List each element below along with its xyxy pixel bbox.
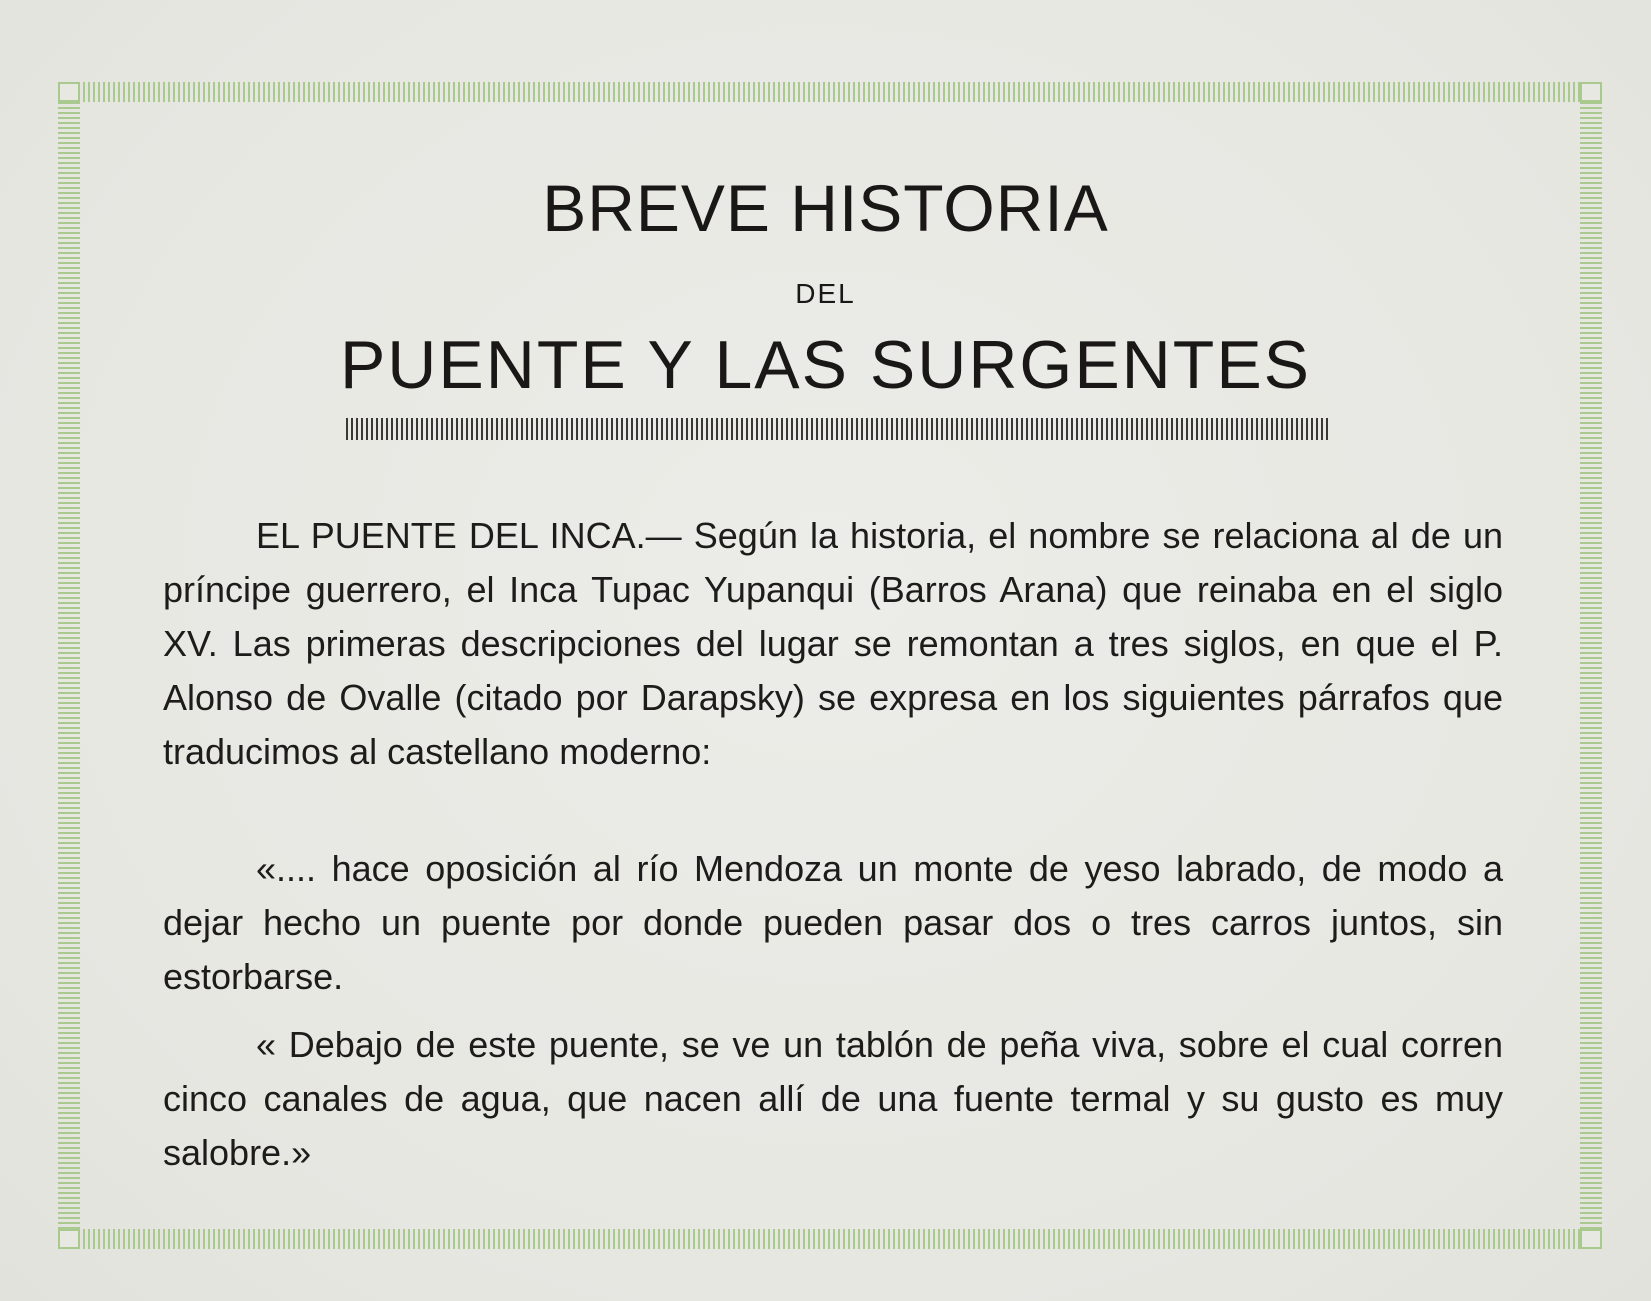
decorative-border-right — [1580, 82, 1602, 1249]
title-divider-rule — [346, 418, 1330, 440]
border-corner-bottom-left — [58, 1229, 80, 1249]
paragraph-3: « Debajo de este puente, se ve un tablón de peña viva, sobre el cual corren cinco canales de agua, que nacen allí de una fuente termal y su gusto es muy salobre.» — [163, 1024, 1503, 1173]
decorative-border-left — [58, 82, 80, 1249]
border-corner-top-left — [58, 82, 80, 102]
paragraph-1: EL PUENTE DEL INCA.— Según la historia, el nombre se relaciona al de un príncipe guerrero, el Inca Tupac Yupanqui (Barros Arana) que reinaba en el siglo XV. Las primeras descripciones del lugar se remontan a tres siglos, en que el P. Alonso de Ovalle (citado por Darapsky) se expresa en los siguientes párrafos que traducimos al castellano moderno: — [163, 515, 1503, 772]
page-title-line-1: BREVE HISTORIA — [542, 171, 1109, 245]
page-title-line-2: DEL — [795, 278, 856, 309]
page-title-line-3: PUENTE Y LAS SURGENTES — [339, 327, 1312, 403]
decorative-border-bottom — [58, 1229, 1602, 1249]
paragraph-2: «.... hace oposición al río Mendoza un monte de yeso labrado, de modo a dejar hecho un puente por donde pueden pasar dos o tres carros juntos, sin estorbarse. — [163, 848, 1503, 997]
border-corner-bottom-right — [1580, 1229, 1602, 1249]
decorative-border-top — [58, 82, 1602, 102]
border-corner-top-right — [1580, 82, 1602, 102]
